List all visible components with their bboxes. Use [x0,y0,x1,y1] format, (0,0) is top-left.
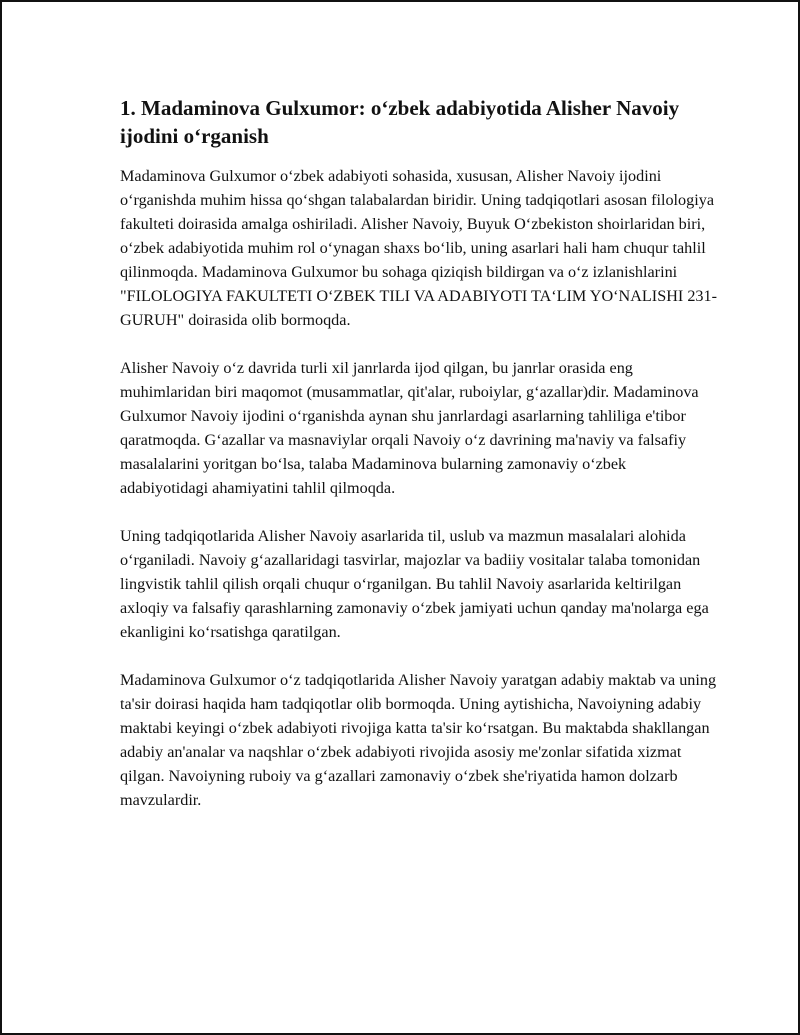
paragraph-2: Alisher Navoiy o‘z davrida turli xil janrlarda ijod qilgan, bu janrlar orasida eng muhimlaridan biri maqomot (musammatlar, qit'alar, ruboiylar, g‘azallar)dir. Madaminova Gulxumor Navoiy ijodini o‘rganishda aynan shu janrlardagi asarlarning tahliliga e'tibor qaratmoqda. G‘azallar va masnaviylar orqali Navoiy o‘z davrining ma'naviy va falsafiy masalalarini yoritgan bo‘lsa, talaba Madaminova bularning zamonaviy o‘zbek adabiyotidagi ahamiyatini tahlil qilmoqda. [120,359,699,497]
paragraph-3: Uning tadqiqotlarida Alisher Navoiy asarlarida til, uslub va mazmun masalalari alohida o‘rganiladi. Navoiy g‘azallaridagi tasvirlar, majozlar va badiiy vositalar talaba tomonidan lingvistik tahlil qilish orqali chuqur o‘rganilgan. Bu tahlil Navoiy asarlarida keltirilgan axloqiy va falsafiy qarashlarning zamonaviy o‘zbek jamiyati uchun qanday ma'nolarga ega ekanligini ko‘rsatishga qaratilgan. [120,527,709,641]
document-heading: 1. Madaminova Gulxumor: o‘zbek adabiyotida Alisher Navoiy ijodini o‘rganish [120,96,680,148]
paragraph-4: Madaminova Gulxumor o‘z tadqiqotlarida Alisher Navoiy yaratgan adabiy maktab va uning ta'sir doirasi haqida ham tadqiqotlar olib bormoqda. Uning aytishicha, Navoiyning adabiy maktabi keyingi o‘zbek adabiyoti rivojiga katta ta'sir ko‘rsatgan. Bu maktabda shakllangan adabiy an'analar va naqshlar o‘zbek adabiyoti rivojida asosiy me'zonlar sifatida xizmat qilgan. Navoiyning ruboiy va g‘azallari zamonaviy o‘zbek she'riyatida hamon dolzarb mavzulardir. [120,671,717,809]
paragraph-1: Madaminova Gulxumor o‘zbek adabiyoti sohasida, xususan, Alisher Navoiy ijodini o‘rganishda muhim hissa qo‘shgan talabalardan biridir. Uning tadqiqotlari asosan filologiya fakulteti doirasida amalga oshiriladi. Alisher Navoiy, Buyuk O‘zbekiston shoirlaridan biri, o‘zbek adabiyotida muhim rol o‘ynagan shaxs bo‘lib, uning asarlari hali ham chuqur tahlil qilinmoqda. Madaminova Gulxumor bu sohaga qiziqish bildirgan va o‘z izlanishlarini "FILOLOGIYA FAKULTETI O‘ZBEK TILI VA ADABIYOTI TA‘LIM YO‘NALISHI 231-GURUH" doirasida olib bormoqda. [120,167,717,329]
